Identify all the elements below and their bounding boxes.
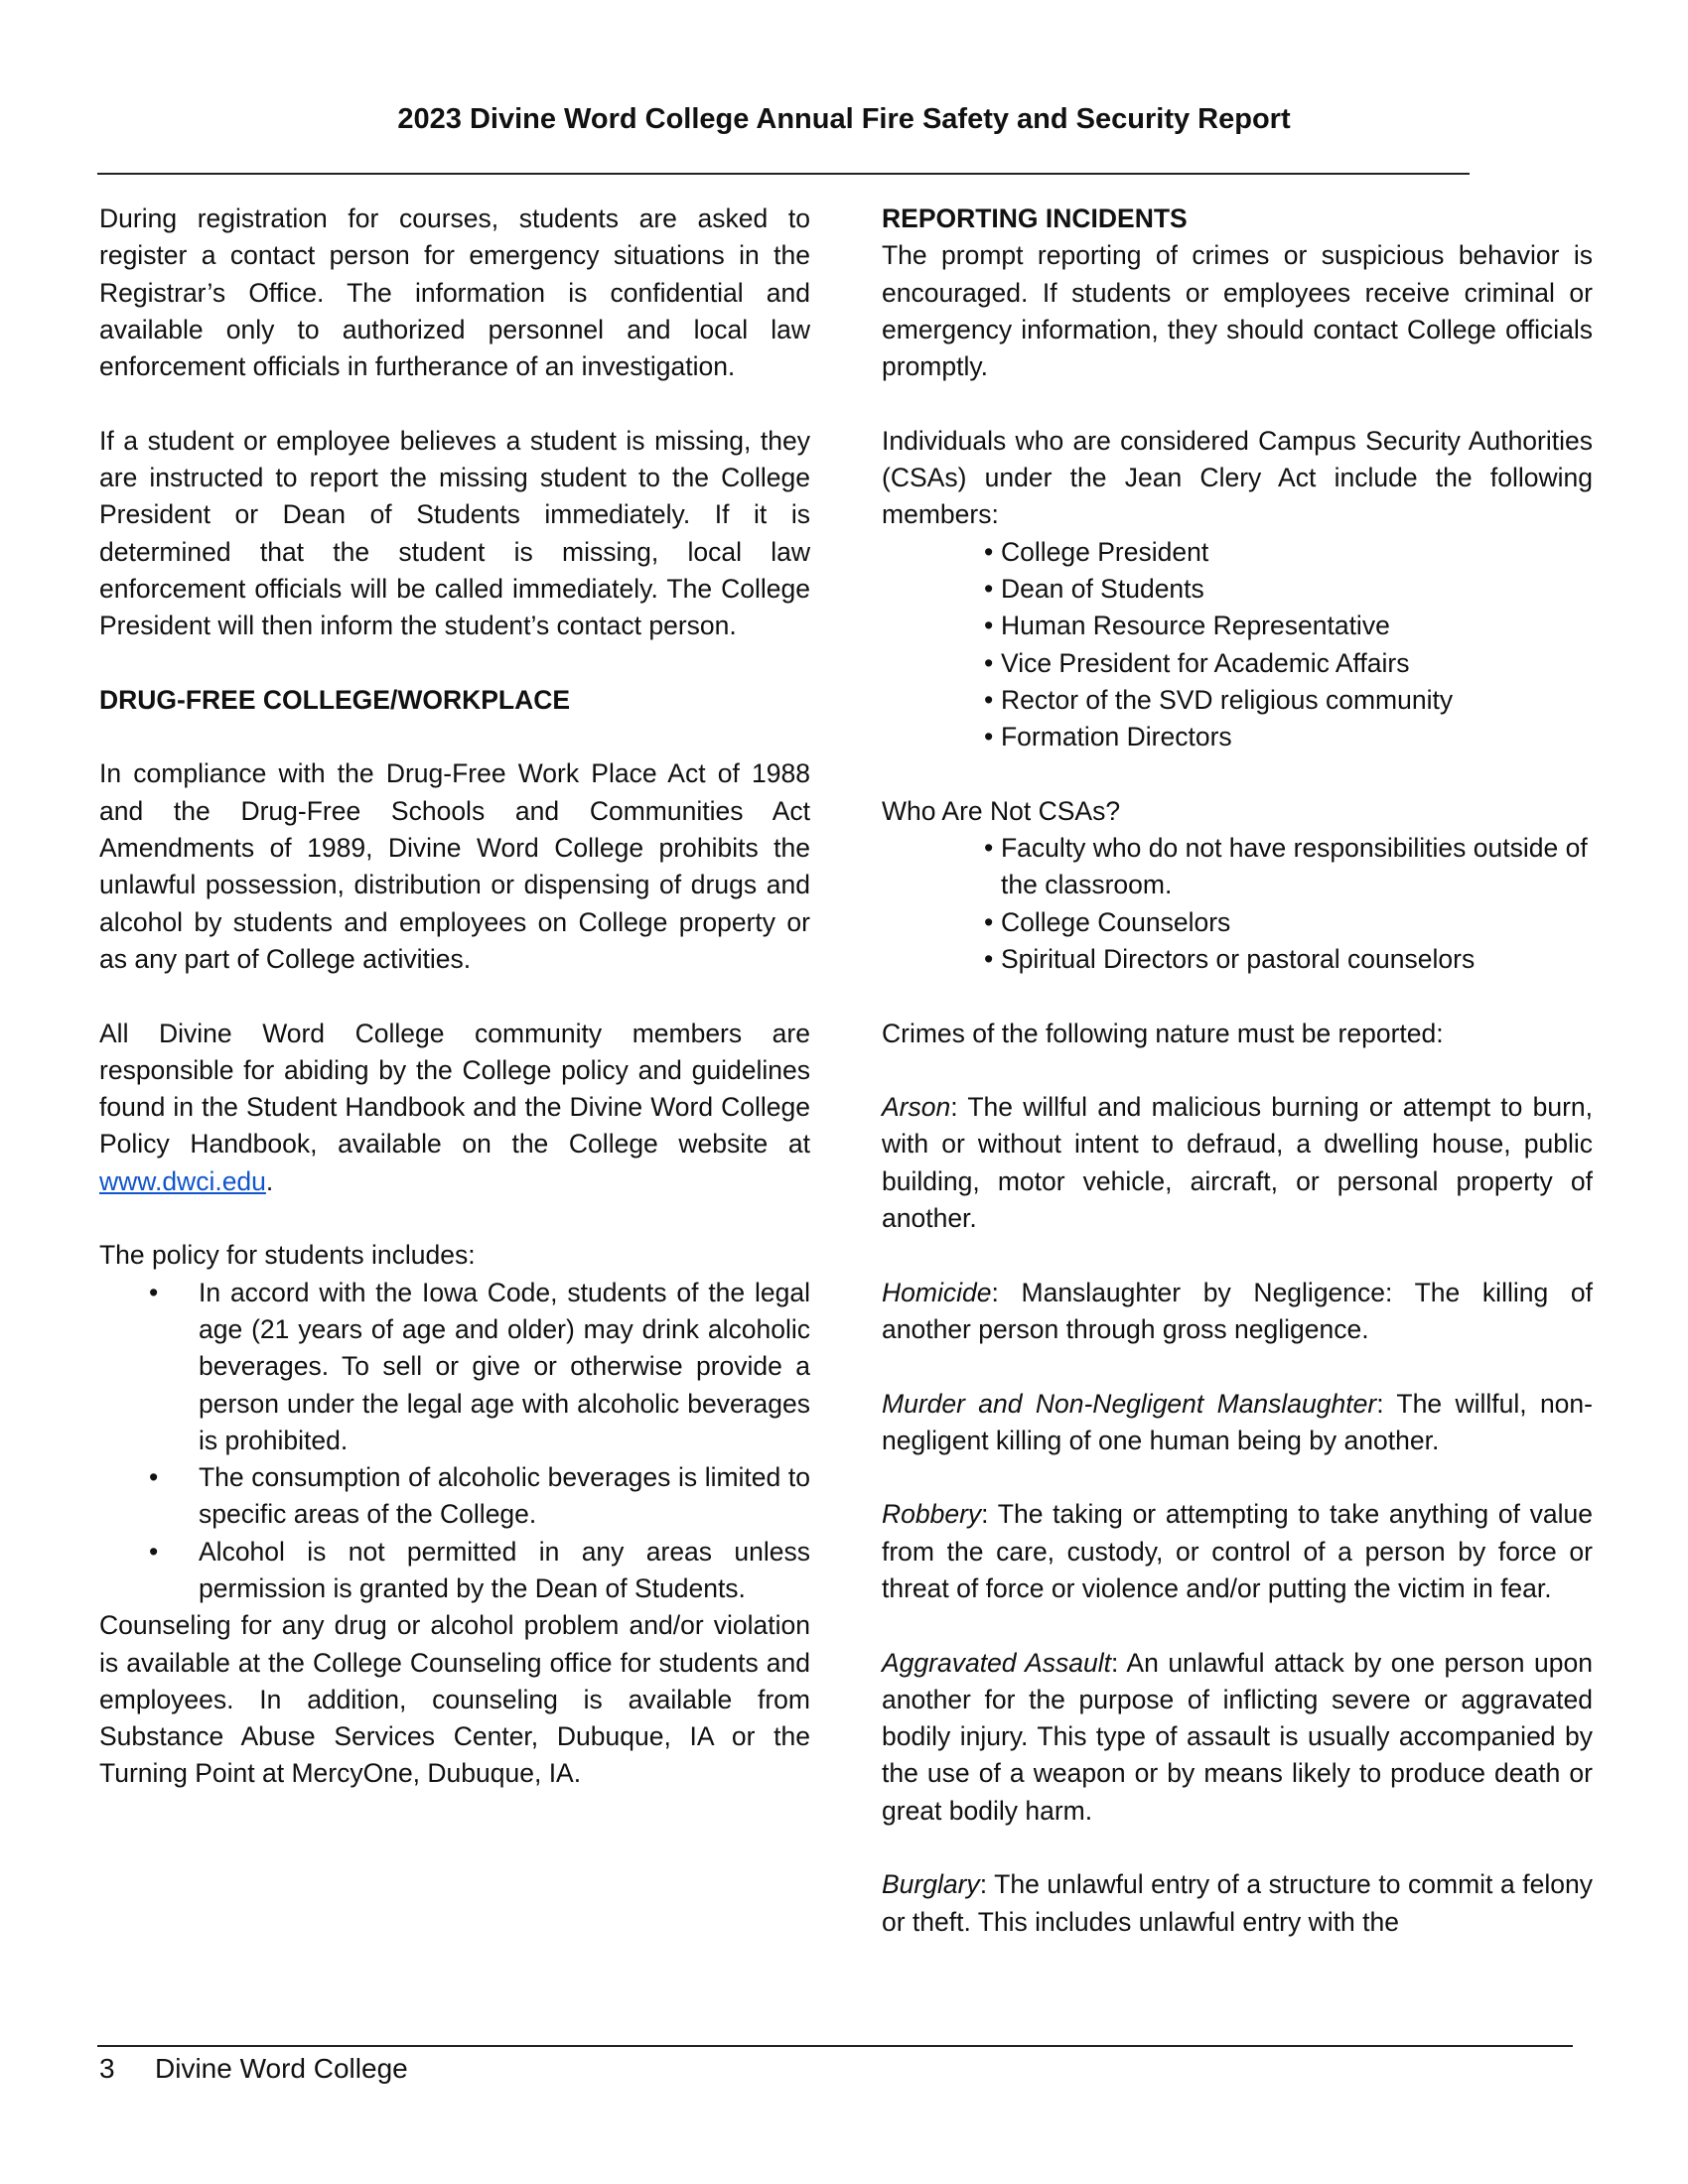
drug-free-heading: DRUG-FREE COLLEGE/WORKPLACE — [99, 684, 571, 715]
list-item: • College President — [882, 534, 1593, 571]
list-item: • Vice President for Academic Affairs — [882, 645, 1593, 682]
not-csa-heading: Who Are Not CSAs? — [882, 795, 1121, 826]
bullet-icon: • — [984, 833, 994, 864]
bullet-icon: • — [149, 1462, 159, 1493]
left-column — [99, 201, 810, 1793]
crime-definition-aggravated-assault: Aggravated Assault: An unlawful attack by one person upon another for the purpose of inflicting severe or aggravated bodily injury. This type of assault is usually accompanied by the use of a weapon or by means likely to produce death or great bodily harm. — [882, 1647, 1593, 1826]
student-policy-list — [99, 1275, 810, 1608]
header-divider — [97, 173, 1470, 175]
drug-free-compliance-paragraph: In compliance with the Drug-Free Work Place Act of 1988 and the Drug-Free Schools and Communities Act Amendments of 1989, Divine Word College prohibits the unlawful possession, distribution or dispensing of drugs and alcohol by students and employees on College property or as any part of College activities. — [99, 758, 810, 974]
counseling-paragraph: Counseling for any drug or alcohol problem and/or violation is available at the College Counseling office for students and employees. In addition, counseling is available from Substance Abuse Services Center, Dubuque, IA or the Turning Point at MercyOne, Dubuque, IA. — [99, 1610, 810, 1789]
list-item: • Rector of the SVD religious community — [882, 682, 1593, 719]
list-item: • Alcohol is not permitted in any areas unless permission is granted by the Dean of Students. — [99, 1534, 810, 1608]
crime-definition-arson: Arson: The willful and malicious burning or attempt to burn, with or without intent to defraud, a dwelling house, public building, motor vehicle, aircraft, or personal property of another. — [882, 1092, 1593, 1234]
list-item: • In accord with the Iowa Code, students of the legal age (21 years of age and older) may drink alcoholic beverages. To sell or give or otherwise provide a person under the legal age with alcoholic beverages is prohibited. — [99, 1275, 810, 1459]
list-item: • Faculty who do not have responsibilities outside of the classroom. — [882, 830, 1593, 904]
emergency-contact-paragraph: During registration for courses, students are asked to register a contact person for emergency situations in the Registrar’s Office. The information is confidential and available only to authorized personnel and local law enforcement officials in furtherance of an investigation. — [99, 204, 810, 382]
bullet-icon: • — [984, 943, 994, 974]
crime-term: Murder and Non-Negligent Manslaughter — [882, 1388, 1377, 1419]
crime-definition-burglary: Burglary: The unlawful entry of a structure to commit a felony or theft. This includes unlawful entry with the — [882, 1869, 1593, 1937]
community-responsibility-paragraph: All Divine Word College community members are responsible for abiding by the College policy and guidelines found in the Student Handbook and the Divine Word College Policy Handbook, available on the College website at www.dwci.edu. — [99, 1018, 810, 1196]
list-item: • Formation Directors — [882, 719, 1593, 755]
bullet-icon: • — [149, 1536, 159, 1567]
bullet-icon: • — [984, 573, 994, 604]
footer-text: Divine Word College — [155, 2053, 408, 2084]
right-column — [882, 201, 1593, 1941]
prompt-reporting-paragraph: The prompt reporting of crimes or suspicious behavior is encouraged. If students or employees receive criminal or emergency information, they should contact College officials promptly. — [882, 240, 1593, 382]
crime-term: Burglary — [882, 1869, 980, 1900]
bullet-icon: • — [984, 647, 994, 678]
crime-term: Homicide — [882, 1277, 992, 1307]
bullet-icon: • — [984, 722, 994, 752]
footer-divider — [97, 2045, 1573, 2047]
crime-definition-robbery: Robbery: The taking or attempting to take anything of value from the care, custody, or control of a person by force or threat of force or violence and/or putting the victim in fear. — [882, 1499, 1593, 1603]
crime-definition-murder: Murder and Non-Negligent Manslaughter: The willful, non-negligent killing of one human being by another. — [882, 1388, 1593, 1455]
crime-term: Aggravated Assault — [882, 1647, 1111, 1678]
crime-term: Arson — [882, 1092, 951, 1123]
crime-definition-homicide: Homicide: Manslaughter by Negligence: The killing of another person through gross negligence. — [882, 1277, 1593, 1344]
csa-intro-paragraph: Individuals who are considered Campus Security Authorities (CSAs) under the Jean Clery Act include the following members: — [882, 425, 1593, 530]
reporting-incidents-heading: REPORTING INCIDENTS — [882, 204, 1188, 233]
list-item: • College Counselors — [882, 904, 1593, 941]
list-item: • Dean of Students — [882, 571, 1593, 608]
policy-intro: The policy for students includes: — [99, 1240, 476, 1271]
website-link[interactable]: www.dwci.edu — [99, 1165, 266, 1196]
page-number: 3 — [99, 2053, 115, 2084]
not-csa-list — [882, 830, 1593, 978]
bullet-icon: • — [984, 906, 994, 937]
csa-members-list — [882, 534, 1593, 756]
bullet-icon: • — [984, 611, 994, 641]
page-footer — [99, 2053, 408, 2085]
page-title: 2023 Divine Word College Annual Fire Safety and Security Report — [397, 103, 1291, 135]
missing-student-paragraph: If a student or employee believes a student is missing, they are instructed to report the missing student to the College President or Dean of Students immediately. If it is determined that the student is missing, local law enforcement officials will be called immediately. The College President will then inform the student’s contact person. — [99, 425, 810, 641]
bullet-icon: • — [984, 684, 994, 715]
crimes-intro: Crimes of the following nature must be reported: — [882, 1018, 1444, 1048]
list-item: • Human Resource Representative — [882, 608, 1593, 644]
bullet-icon: • — [984, 536, 994, 567]
crime-term: Robbery — [882, 1499, 982, 1530]
bullet-icon: • — [149, 1277, 159, 1307]
list-item: • The consumption of alcoholic beverages is limited to specific areas of the College. — [99, 1459, 810, 1534]
list-item: • Spiritual Directors or pastoral counselors — [882, 941, 1593, 978]
